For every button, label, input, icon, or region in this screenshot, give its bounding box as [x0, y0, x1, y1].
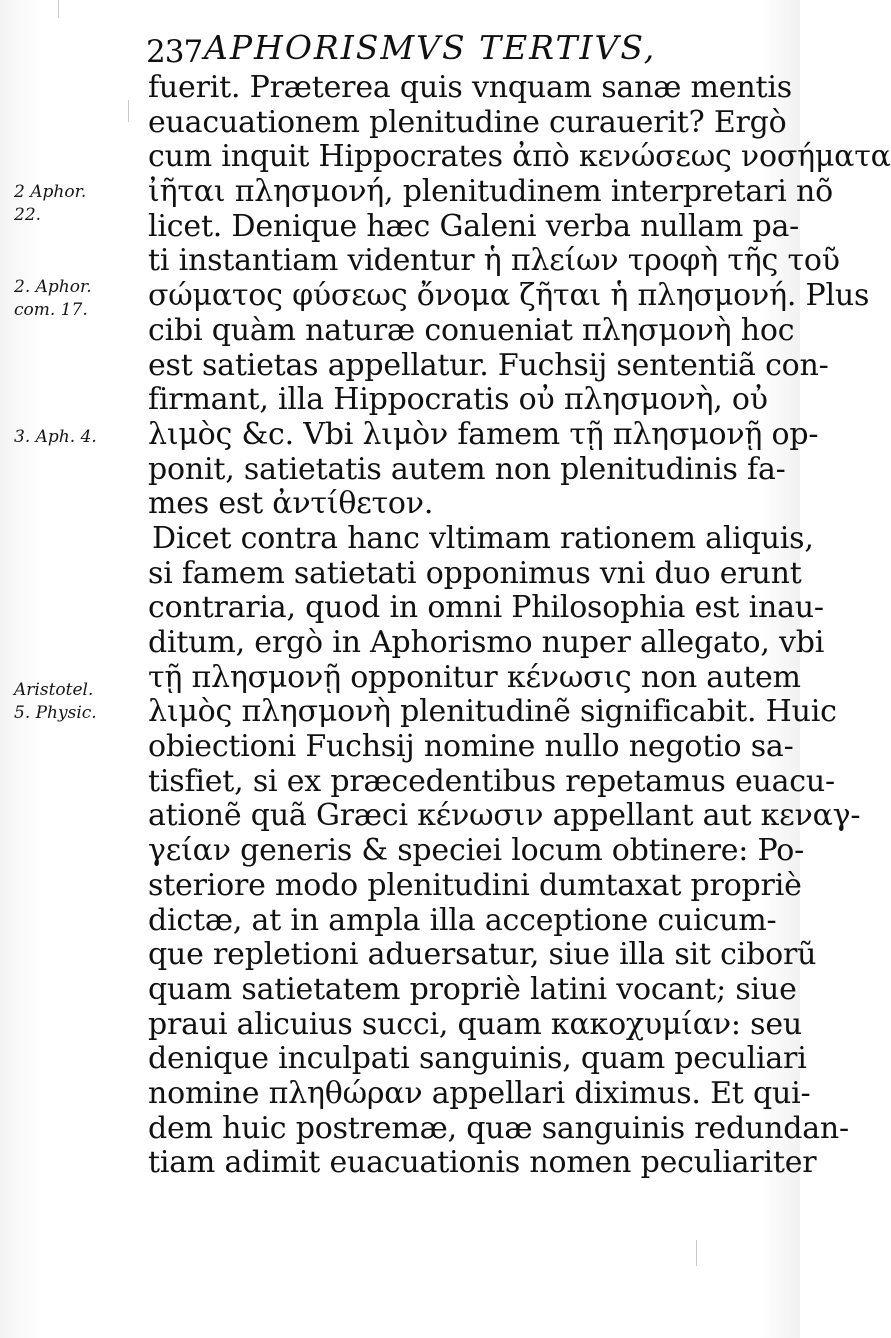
text-line: tiam adimit euacuationis nomen peculiariter [148, 1145, 817, 1181]
text-line: praui alicuius succi, quam κακοχυμίαν: seu [148, 1006, 803, 1042]
page-number: 237 [146, 34, 203, 70]
text-line: mes est ἀντίθετον. [148, 486, 434, 522]
margin-note [14, 276, 92, 322]
margin-note-line: 22. [14, 205, 42, 225]
page-fold-mark [58, 0, 59, 18]
text-line: fuerit. Præterea quis vnquam sanæ mentis [148, 70, 792, 105]
text-line: tisfiet, si ex præcedentibus repetamus euacu- [148, 763, 835, 799]
running-title: APHORISMVS TERTIVS, [204, 28, 657, 67]
text-line: cum inquit Hippocrates ἀπὸ κενώσεως νοσήματα [148, 139, 891, 175]
text-line: ἰῆται πλησμονή, plenitudinem interpretari nõ [148, 174, 833, 210]
page-header [146, 20, 786, 70]
text-line: licet. Denique hæc Galeni verba nullam pa- [148, 208, 800, 244]
text-line: si famem satietati opponimus vni duo erunt [148, 555, 802, 591]
margin-note-line: 2 Aphor. [14, 182, 87, 202]
text-line: firmant, illa Hippocratis οὐ πλησμονὴ, οὐ [148, 382, 768, 418]
text-line: que repletioni aduersatur, siue illa sit ciborũ [148, 937, 817, 973]
text-line: τῇ πλησμονῇ opponitur κένωσις non autem [148, 659, 801, 695]
text-line: λιμὸς πλησμονὴ plenitudinẽ significabit. Huic [148, 694, 837, 730]
text-line: euacuationem plenitudine curauerit? Ergò [148, 104, 787, 140]
text-line: est satietas appellatur. Fuchsij sententiã con- [148, 347, 829, 383]
margin-note-line: 3. Aph. 4. [14, 427, 97, 447]
body-text [148, 70, 891, 1181]
text-line: dem huic postremæ, quæ sanguinis redundan- [148, 1110, 849, 1146]
text-line: steriore modo plenitudini dumtaxat propriè [148, 867, 802, 903]
text-line: ponit, satietatis autem non plenitudinis fa- [148, 451, 786, 487]
text-line: cibi quàm naturæ conueniat πλησμονὴ hoc [148, 312, 795, 348]
margin-note-line: 5. Physic. [14, 703, 97, 723]
text-line: obiectioni Fuchsij nomine nullo negotio sa- [148, 729, 794, 765]
text-line: denique inculpati sanguinis, quam peculiari [148, 1041, 807, 1077]
margin-note-line: Aristotel. [14, 680, 94, 700]
margin-note [14, 679, 97, 725]
text-line: quam satietatem propriè latini vocant; siue [148, 971, 797, 1007]
margin-note [14, 181, 86, 227]
text-line: nomine πληθώραν appellari diximus. Et qui- [148, 1075, 811, 1111]
margin-note-line: 2. Aphor. [14, 277, 92, 297]
text-line: Dicet contra hanc vltimam rationem aliquis, [152, 520, 814, 556]
page-fold-mark [128, 100, 129, 122]
margin-note [14, 426, 97, 449]
text-line: ationẽ quã Græci κένωσιν appellant aut κεναγ- [148, 798, 861, 834]
text-line: ti instantiam videntur ἡ πλείων τροφὴ τῆς τοῦ [148, 243, 840, 279]
text-line: σώματος φύσεως ὄνομα ζῆται ἡ πλησμονή. Plus [148, 278, 870, 314]
text-line: contraria, quod in omni Philosophia est inau- [148, 590, 824, 626]
margin-note-line: com. 17. [14, 300, 88, 320]
text-line: dictæ, at in ampla illa acceptione cuicum- [148, 902, 777, 938]
text-line: λιμὸς &c. Vbi λιμὸν famem τῇ πλησμονῇ op- [148, 416, 819, 452]
page-fold-mark [696, 1240, 697, 1266]
text-line: ditum, ergò in Aphorismo nuper allegato, vbi [148, 625, 825, 660]
text-line: γείαν generis & speciei locum obtinere: Po- [148, 833, 805, 869]
